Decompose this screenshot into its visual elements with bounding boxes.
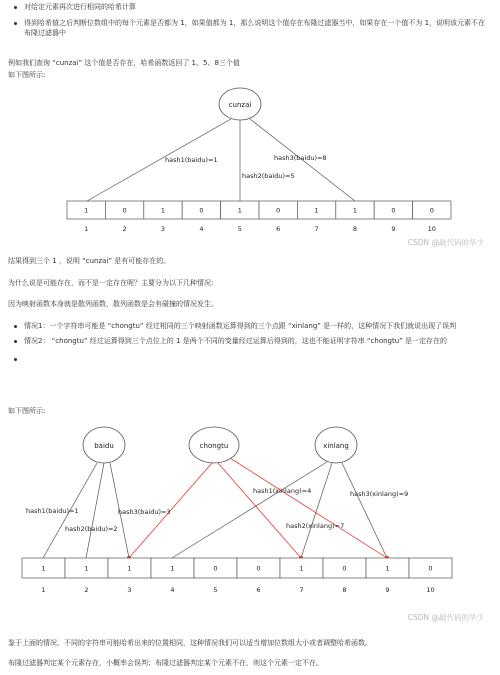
bit-value: 0 [256,564,261,573]
bit-index: 8 [342,586,347,594]
bit-index: 9 [391,225,396,233]
bit-value: 1 [299,564,304,573]
bit-index: 1 [84,225,89,233]
index-row [84,225,436,233]
bit-value: 0 [428,564,433,573]
bit-value: 1 [84,206,89,215]
solution-paragraph: 鉴于上面的情况，不同的字符串可能哈希出来的位置相同，这种情况我们可以适当增加位数组大小或者调整哈希函数。 [8,639,372,647]
top-bullet-list [8,2,488,39]
index-row [41,586,434,594]
example-paragraph: 例如我们查询 “cunzai” 这个值是否存在，哈希函数返回了 1、5、8三个值 [8,59,240,67]
bit-index: 4 [170,586,175,594]
bit-index: 3 [160,225,166,233]
edge-xinlang-4 [172,462,327,558]
bit-value: 1 [127,564,132,573]
bit-index: 10 [426,586,435,594]
bit-index: 2 [84,586,89,594]
why-paragraph: 为什么说是可能存在，而不是一定存在呢？主要分为以下几种情况: [8,279,214,287]
hash2-xinlang-label: hash2(xinlang)=7 [286,522,345,530]
node-cunzai-label: cunzai [228,101,252,109]
bit-index: 5 [237,225,242,233]
bit-array [67,201,451,219]
edge-xinlang-7 [301,463,332,558]
node-chongtu-label: chongtu [199,442,229,450]
bit-value: 0 [213,564,218,573]
bit-value: 1 [352,206,358,215]
bit-index: 7 [314,225,319,233]
hash2-baidu-label: hash2(baidu)=2 [65,525,118,533]
watermark: CSDN @敲代码的华少 [407,613,484,622]
figure1-label: 如下图所示: [8,71,46,79]
list-item: 对给定元素再次进行相同的哈希计算 [8,2,488,13]
watermark: CSDN @敲代码的华少 [407,238,484,247]
bit-index: 6 [256,586,261,594]
hash3-baidu-label: hash3(baidu)=3 [118,508,171,516]
bit-value: 0 [391,206,396,215]
list-item: 得到哈希值之后判断位数组中的每个元素是否都为 1，如果值都为 1，那么说明这个值存在布隆过滤器当中，如果存在一个值不为 1，说明该元素不在布隆过滤器中 [8,18,488,39]
bit-value: 0 [199,206,204,215]
bit-value: 0 [276,206,281,215]
hash1-label: hash1(baidu)=1 [165,156,218,164]
bit-index: 10 [427,225,436,233]
hash3-label: hash3(baidu)=8 [274,154,327,162]
hash3-xinlang-label: hash3(xinlang)=9 [350,490,409,498]
list-item: 情况1：一个字符串可能是 “chongtu” 经过相同的三个映射函数运算得到的三个点跟 “xinlang” 是一样的，这种情况下我们就说出现了误判 [8,321,488,332]
bit-index: 9 [385,586,390,594]
bit-value: 1 [170,564,175,573]
result-paragraph: 结果得到三个 1 ，说明 “cunzai” 是有可能存在的。 [8,257,171,265]
bit-array [22,558,452,578]
bit-index: 6 [276,225,281,233]
hash1-baidu-label: hash1(baidu)=1 [26,507,79,515]
bit-value: 0 [342,564,347,573]
bit-value: 0 [429,206,434,215]
bit-index: 8 [352,225,358,233]
list-item [8,354,488,364]
bit-value: 1 [237,206,242,215]
bit-index: 5 [213,586,218,594]
bit-value: 1 [41,564,46,573]
bit-value: 1 [160,206,166,215]
bit-value: 1 [84,564,89,573]
bit-value: 0 [122,206,127,215]
because-paragraph: 因为映射函数本身就是散列函数，散列函数是会有碰撞的情况发生。 [8,300,218,308]
bit-value: 1 [314,206,319,215]
bit-index: 3 [127,586,132,594]
bit-index: 1 [41,586,46,594]
diagram-cunzai [0,82,500,257]
node-baidu-label: baidu [94,442,114,450]
conclusion-paragraph: 布隆过滤器判定某个元素存在，小概率会误判；布隆过滤器判定某个元素不在，则这个元素一定不在。 [8,659,323,667]
bit-index: 4 [199,225,204,233]
figure2-label: 如下图所示: [8,407,46,415]
node-xinlang-label: xinlang [323,442,349,450]
hash2-label: hash2(baidu)=5 [242,172,295,180]
diagram-collision [0,420,500,630]
cases-bullet-list [8,321,488,364]
hash1-xinlang-label: hash1(xinlang)=4 [253,487,312,495]
list-item: 情况2： “chongtu” 经过运算得到三个点位上的 1 是两个不同的变量经过运算后得到的，这也不能证明字符串 “chongtu” 是一定存在的 [8,336,488,347]
bit-index: 2 [122,225,127,233]
bit-value: 1 [385,564,390,573]
bit-index: 7 [299,586,304,594]
